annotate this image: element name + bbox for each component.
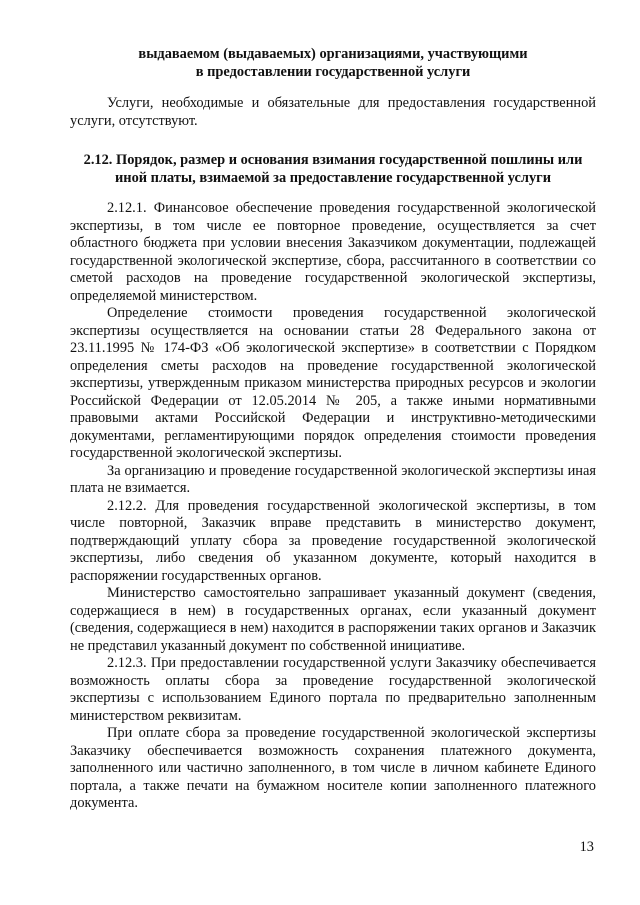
paragraph-services: Услуги, необходимые и обязательные для предоставления государственной услуги, отсутствуют. — [70, 95, 596, 129]
paragraph-2-12-1: 2.12.1. Финансовое обеспечение проведения государственной экологической экспертизы, в том числе ее повторное проведение, осуществляется за счет областного бюджета при условии внесения Заказчиком документации, подлежащей государственной экологической экспертизе, сбора, рассчитанного в соответствии со сметой расходов на проведение государственной экологической экспертизы, определяемой министерством. — [70, 200, 596, 304]
heading-line: выдаваемом (выдаваемых) организациями, участвующими — [138, 46, 528, 62]
paragraph-payment-saving: При оплате сбора за проведение государственной экологической экспертизы Заказчику обеспечивается возможность сохранения платежного документа, заполненного или частично заполненного, в том числе в личном кабинете Единого портала, а также печати на бумажном носителе копии заполненного платежного документа. — [70, 725, 596, 811]
paragraph-2-12-3: 2.12.3. При предоставлении государственной услуги Заказчику обеспечивается возможность оплаты сбора за проведение государственной экологической экспертизы с использованием Единого портала по предварительно заполненным министерством реквизитам. — [70, 655, 596, 724]
section-heading-2-12 — [70, 152, 596, 187]
page-number: 13 — [579, 839, 594, 855]
section-heading-top — [70, 46, 596, 81]
paragraph-cost-determination: Определение стоимости проведения государственной экологической экспертизы осуществляется на основании статьи 28 Федерального закона от 23.11.1995 № 174-ФЗ «Об экологической экспертизе» в соответствии с Порядком определения сметы расходов на проведение государственной экологической экспертизы, утвержденным приказом министерства природных ресурсов и экологии Российской Федерации от 12.05.2014 № 205, а также иными нормативными правовыми актами Российской Федерации и инструктивно-методическими документами, регламентирующими порядок определения стоимости проведения государственной экологической экспертизы. — [70, 305, 596, 461]
heading-line: иной платы, взимаемой за предоставление государственной услуги — [114, 169, 552, 186]
paragraph-2-12-2: 2.12.2. Для проведения государственной экологической экспертизы, в том числе повторной, Заказчик вправе представить в министерство документ, подтверждающий уплату сбора за проведение государственной экологической экспертизы, либо сведения об указанном документе, который находится в распоряжении государственных органов. — [70, 497, 596, 584]
paragraph-no-other-fee: За организацию и проведение государственной экологической экспертизы иная плата не взимается. — [70, 462, 596, 496]
document-page — [70, 46, 596, 813]
heading-line: 2.12. Порядок, размер и основания взимания государственной пошлины или — [83, 152, 583, 168]
paragraph-ministry-request: Министерство самостоятельно запрашивает указанный документ (сведения, содержащиеся в нем) в государственных органах, если указанный документ (сведения, содержащиеся в нем) находится в распоряжении таких органов и Заказчик не представил указанный документ по собственной инициативе. — [70, 585, 596, 654]
heading-line: в предоставлении государственной услуги — [195, 63, 471, 80]
